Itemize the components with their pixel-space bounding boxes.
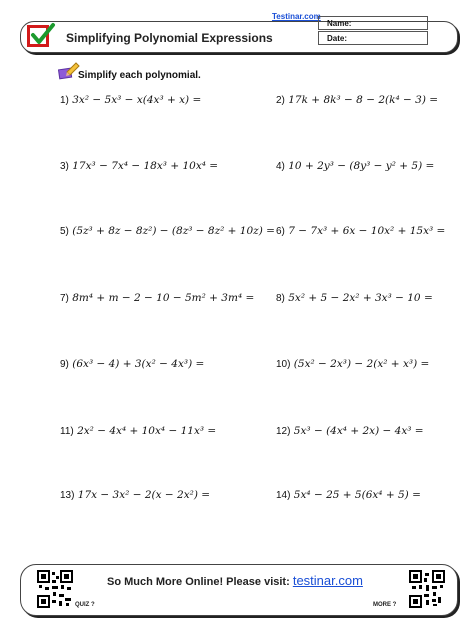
site-link[interactable]: Testinar.com (272, 12, 321, 21)
pencil-icon (58, 60, 80, 80)
problem-9 (60, 358, 204, 370)
problem-1 (60, 94, 201, 106)
quiz-label: QUIZ ? (75, 602, 95, 608)
problem-13 (60, 489, 210, 501)
instruction-text: Simplify each polynomial. (78, 70, 201, 81)
problem-2 (276, 94, 438, 106)
quiz-qr-code-icon[interactable] (37, 570, 73, 608)
problem-expression: 3x² − 5x³ − x(4x³ + x) = (72, 94, 202, 106)
problem-7 (60, 292, 254, 304)
page-title: Simplifying Polynomial Expressions (66, 31, 273, 45)
footer-link[interactable]: testinar.com (292, 573, 363, 588)
problem-expression: 5x² + 5 − 2x² + 3x³ − 10 = (288, 292, 433, 304)
problem-14 (276, 489, 421, 501)
date-field[interactable] (318, 31, 428, 45)
problem-expression: (5x² − 2x³) − 2(x² + x³) = (293, 358, 430, 370)
name-field[interactable] (318, 16, 428, 30)
problem-expression: 2x² − 4x⁴ + 10x⁴ − 11x³ = (77, 425, 217, 437)
problem-10 (276, 358, 429, 370)
problem-number: 10) (276, 359, 291, 370)
problem-number: 12) (276, 426, 291, 437)
problem-number: 4) (276, 161, 285, 172)
problem-number: 9) (60, 359, 69, 370)
problem-expression: 5x⁴ − 25 + 5(6x⁴ + 5) = (293, 489, 421, 501)
problem-number: 1) (60, 95, 69, 106)
name-label: Name: (327, 19, 352, 28)
problem-4 (276, 160, 434, 172)
problem-expression: (6x³ − 4) + 3(x² − 4x³) = (72, 358, 205, 370)
problem-number: 7) (60, 293, 69, 304)
date-label: Date: (327, 34, 348, 43)
more-label: MORE ? (373, 602, 397, 608)
problem-expression: 17k + 8k³ − 8 − 2(k⁴ − 3) = (288, 94, 439, 106)
problem-6 (276, 225, 445, 237)
logo-checkbox-icon (27, 25, 49, 47)
problem-5 (60, 225, 275, 237)
problem-number: 11) (60, 426, 74, 437)
problem-number: 5) (60, 226, 69, 237)
problem-8 (276, 292, 433, 304)
problem-number: 6) (276, 226, 285, 237)
footer-text: So Much More Online! Please visit: (107, 576, 290, 588)
problem-expression: (5z³ + 8z − 8z²) − (8z³ − 8z² + 10z) = (72, 225, 275, 237)
footer-message (107, 573, 363, 588)
problem-number: 13) (60, 490, 75, 501)
problem-11 (60, 425, 216, 437)
problem-3 (60, 160, 218, 172)
problem-number: 2) (276, 95, 285, 106)
problem-expression: 7 − 7x³ + 6x − 10x² + 15x³ = (288, 225, 446, 237)
problem-expression: 5x³ − (4x⁴ + 2x) − 4x³ = (293, 425, 424, 437)
problem-12 (276, 425, 424, 437)
problem-expression: 17x³ − 7x⁴ − 18x³ + 10x⁴ = (72, 160, 219, 172)
problem-expression: 17x − 3x² − 2(x − 2x²) = (77, 489, 211, 501)
worksheet-footer (20, 564, 458, 616)
more-qr-code-icon[interactable] (409, 570, 445, 608)
problem-expression: 8m⁴ + m − 2 − 10 − 5m² + 3m⁴ = (72, 292, 255, 304)
problem-expression: 10 + 2y³ − (8y³ − y² + 5) = (288, 160, 435, 172)
problem-number: 3) (60, 161, 69, 172)
problem-number: 14) (276, 490, 291, 501)
problem-number: 8) (276, 293, 285, 304)
